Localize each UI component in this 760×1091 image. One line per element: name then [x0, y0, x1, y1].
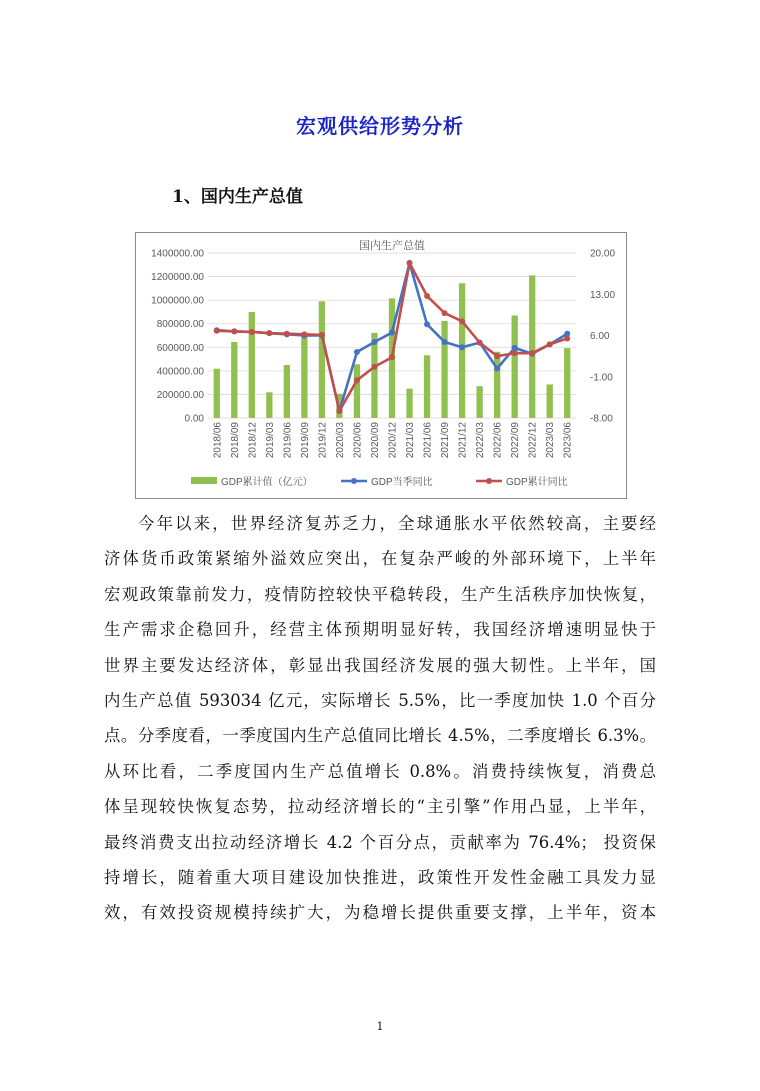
- legend-label: GDP当季同比: [371, 477, 433, 488]
- paragraph-line: 世界主要发达经济体，彰显出我国经济发展的强大韧性。上半年，国: [104, 655, 656, 675]
- point-cumulative: [319, 332, 325, 338]
- paragraph-line: 点。分季度看，一季度国内生产总值同比增长 4.5%，二季度增长 6.3%。: [104, 726, 656, 746]
- x-tick-label: 2018/06: [212, 422, 224, 459]
- paragraph-line: 最终消费支出拉动经济增长 4.2 个百分点，贡献率为 76.4%； 投资保: [104, 832, 656, 852]
- x-tick-label: 2021/09: [440, 422, 452, 459]
- y-right-tick-label: -8.00: [590, 413, 613, 425]
- y-left-tick-label: 1400000.00: [151, 248, 204, 260]
- x-tick-label: 2019/06: [282, 422, 294, 459]
- legend-label: GDP累计同比: [506, 477, 568, 488]
- paragraph-line: 持增长，随着重大项目建设加快推进，政策性开发性金融工具发力显: [104, 868, 656, 888]
- y-right-tick-label: 6.00: [590, 331, 610, 342]
- bar: [284, 365, 290, 418]
- point-cumulative: [407, 260, 413, 266]
- bar: [564, 348, 570, 418]
- section-heading: 1、国内生产总值: [172, 187, 303, 207]
- x-tick-label: 2021/03: [405, 422, 417, 459]
- point-quarterly: [494, 366, 500, 372]
- x-tick-label: 2020/09: [369, 422, 381, 459]
- bar: [231, 342, 237, 418]
- point-quarterly: [389, 330, 395, 336]
- point-cumulative: [547, 341, 553, 347]
- point-cumulative: [424, 293, 430, 299]
- y-left-tick-label: 400000.00: [156, 366, 204, 378]
- bar: [529, 275, 535, 418]
- point-cumulative: [529, 350, 535, 356]
- bar: [266, 392, 272, 418]
- bar: [301, 336, 307, 418]
- y-left-tick-label: 1000000.00: [151, 295, 204, 307]
- paragraph-line: 效，有效投资规模持续扩大，为稳增长提供重要支撑，上半年，资本: [104, 903, 656, 923]
- point-cumulative: [249, 329, 255, 335]
- x-tick-label: 2021/12: [457, 422, 469, 459]
- x-tick-label: 2022/06: [492, 422, 504, 459]
- paragraph-line: 今年以来，世界经济复苏乏力，全球通胀水平依然较高，主要经: [138, 514, 656, 533]
- legend-label: GDP累计值（亿元）: [221, 477, 313, 488]
- point-quarterly: [424, 321, 430, 327]
- y-left-tick-label: 800000.00: [156, 319, 204, 331]
- x-tick-label: 2019/03: [264, 422, 276, 459]
- bar: [459, 283, 465, 418]
- x-tick-label: 2023/03: [545, 422, 557, 459]
- point-cumulative: [477, 340, 483, 346]
- x-tick-label: 2020/06: [352, 422, 364, 459]
- point-cumulative: [266, 330, 272, 336]
- paragraph-line: 从环比看，二季度国内生产总值增长 0.8%。消费持续恢复，消费总: [104, 761, 656, 781]
- point-cumulative: [214, 328, 220, 334]
- point-cumulative: [371, 364, 377, 370]
- point-quarterly: [459, 344, 465, 350]
- x-tick-label: 2018/12: [247, 422, 259, 459]
- point-cumulative: [284, 331, 290, 337]
- point-cumulative: [301, 331, 307, 337]
- point-cumulative: [459, 318, 465, 324]
- point-quarterly: [512, 345, 518, 351]
- bar: [354, 364, 360, 418]
- y-right-tick-label: 13.00: [590, 289, 616, 301]
- bar: [441, 321, 447, 418]
- bar: [371, 333, 377, 418]
- y-right-tick-label: -1.00: [590, 372, 613, 384]
- point-cumulative: [231, 328, 237, 334]
- x-tick-label: 2019/09: [299, 422, 311, 459]
- x-tick-label: 2018/09: [229, 422, 241, 459]
- x-tick-label: 2022/03: [475, 422, 487, 459]
- x-tick-label: 2020/12: [387, 422, 399, 459]
- x-tick-label: 2021/06: [422, 422, 434, 459]
- bar: [424, 355, 430, 418]
- point-cumulative: [354, 377, 360, 383]
- bar: [547, 384, 553, 418]
- point-cumulative: [442, 310, 448, 316]
- paragraph-line: 体呈现较快恢复态势，拉动经济增长的“主引擎”作用凸显，上半年，: [104, 797, 656, 817]
- bar: [476, 386, 482, 418]
- y-left-tick-label: 0.00: [184, 413, 204, 425]
- paragraph-line: 内生产总值 593034 亿元，实际增长 5.5%，比一季度加快 1.0 个百分: [104, 691, 656, 711]
- x-tick-label: 2022/12: [527, 422, 539, 459]
- y-left-tick-label: 600000.00: [156, 342, 204, 354]
- y-left-tick-label: 200000.00: [156, 389, 204, 401]
- bar: [214, 369, 220, 418]
- point-quarterly: [371, 339, 377, 345]
- gdp-chart: [135, 232, 627, 499]
- paragraph-line: 宏观政策靠前发力，疫情防控较快平稳转段，生产生活秩序加快恢复，: [104, 584, 656, 604]
- y-right-tick-label: 20.00: [590, 248, 616, 260]
- point-quarterly: [354, 349, 360, 355]
- x-tick-label: 2023/06: [562, 422, 574, 459]
- gdp-chart-svg: [136, 233, 626, 498]
- point-cumulative: [389, 354, 395, 360]
- paragraph-line: 济体货币政策紧缩外溢效应突出，在复杂严峻的外部环境下，上半年: [104, 549, 656, 569]
- bar: [494, 352, 500, 418]
- point-cumulative: [494, 353, 500, 359]
- point-cumulative: [512, 350, 518, 356]
- bar: [512, 315, 518, 418]
- chart-title: 国内生产总值: [359, 240, 425, 252]
- x-tick-label: 2019/12: [317, 422, 329, 459]
- page-title: 宏观供给形势分析: [296, 114, 464, 138]
- legend-marker: [486, 478, 492, 484]
- bar: [319, 301, 325, 418]
- legend-swatch: [191, 477, 217, 484]
- bar: [249, 312, 255, 418]
- x-tick-label: 2020/03: [334, 422, 346, 459]
- point-cumulative: [564, 335, 570, 341]
- paragraph-line: 生产需求企稳回升，经营主体预期明显好转，我国经济增速明显快于: [104, 620, 656, 640]
- bar: [406, 389, 412, 418]
- body-paragraph: [104, 506, 656, 931]
- point-quarterly: [442, 339, 448, 345]
- page-number: 1: [376, 1020, 384, 1033]
- y-left-tick-label: 1200000.00: [151, 272, 204, 284]
- point-cumulative: [336, 408, 342, 414]
- x-tick-label: 2022/09: [510, 422, 522, 459]
- legend-marker: [351, 478, 357, 484]
